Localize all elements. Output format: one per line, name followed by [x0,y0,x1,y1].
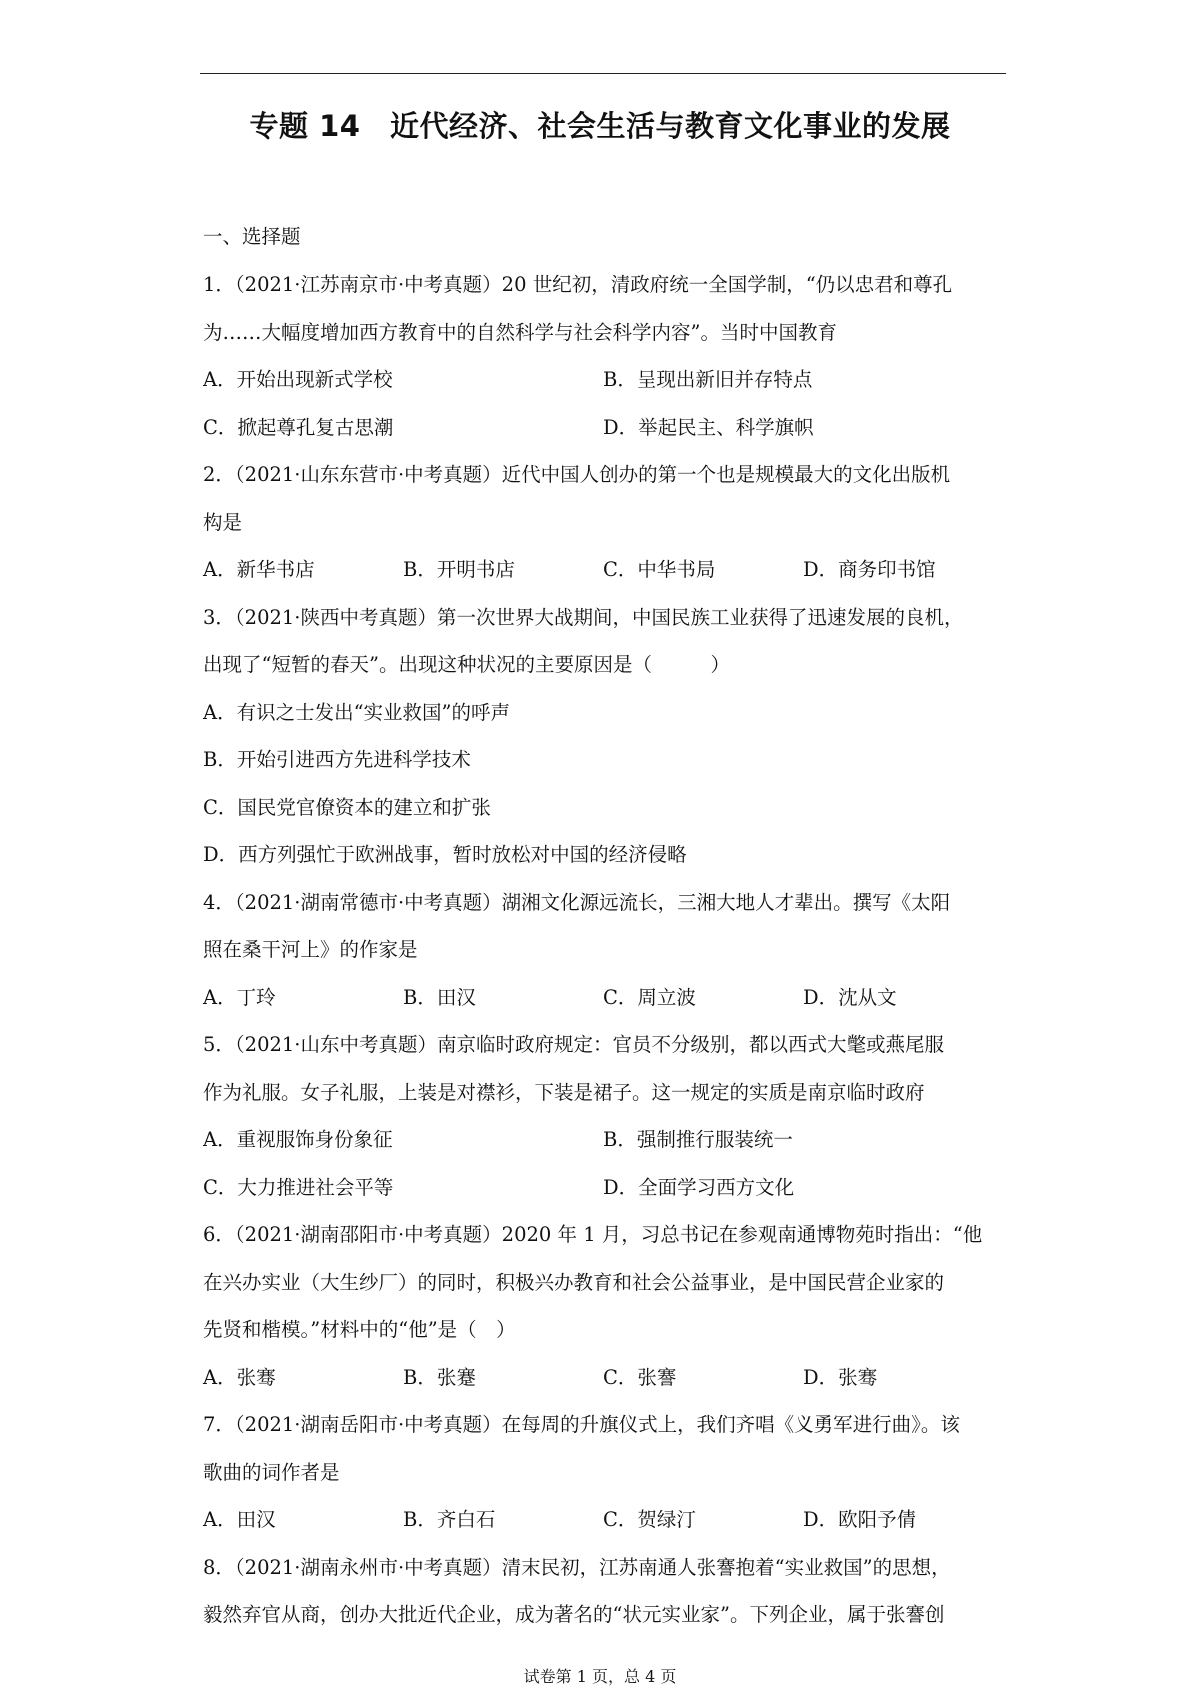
option-d: D．欧阳予倩 [803,1508,917,1531]
option-a: A．丁玲 [203,985,276,1009]
page-title: 专题 14 近代经济、社会生活与教育文化事业的发展 [249,109,951,143]
question-text: 毅然弃官从商，创办大批近代企业，成为著名的“状元实业家”。下列企业，属于张謇创 [203,1603,945,1626]
option-b: B．强制推行服装统一 [603,1128,793,1151]
option-a: A．开始出现新式学校 [203,368,393,391]
option-row [203,1164,1003,1212]
option-b: B．张蹇 [403,1365,476,1389]
option-row [203,404,1003,452]
question-text: 8．（2021·湖南永州市·中考真题）清末民初，江苏南通人张謇抱着“实业救国”的思想， [203,1555,951,1579]
option-c: C．掀起尊孔复古思潮 [203,415,394,439]
option-d: D．西方列强忙于欧洲战事，暂时放松对中国的经济侵略 [203,843,687,866]
option-b: B．田汉 [403,985,476,1009]
question-text: 6．（2021·湖南邵阳市·中考真题）2020 年 1 月，习总书记在参观南通博物苑时指出：“他 [203,1223,983,1246]
question-text: 4．（2021·湖南常德市·中考真题）湖湘文化源远流长，三湘大地人才辈出。撰写《太阳 [203,890,951,914]
option-row [203,1354,1003,1402]
option-row [203,1496,1003,1544]
question-1 [203,261,1003,451]
option-c: C．中华书局 [603,558,716,581]
option-d: D．沈从文 [803,985,897,1009]
question-4 [203,879,1003,1022]
option-row [203,546,1003,594]
option-c: C．贺绿汀 [603,1508,696,1531]
option-a: A．新华书店 [203,558,315,581]
question-text: 7．（2021·湖南岳阳市·中考真题）在每周的升旗仪式上，我们齐唱《义勇军进行曲》。该 [203,1413,960,1436]
option-d: D．张骞 [803,1365,878,1389]
header-rule [200,73,1006,74]
option-row [203,974,1003,1022]
option-a: A．有识之士发出“实业救国”的呼声 [203,700,511,724]
question-2 [203,451,1003,594]
option-row [203,356,1003,404]
option-a: A．张骞 [203,1365,276,1389]
option-b: B．呈现出新旧并存特点 [603,368,813,391]
section-heading: 一、选择题 [203,225,301,248]
option-d: D．商务印书馆 [803,558,936,581]
option-c: C．周立波 [603,985,696,1009]
option-row [203,1116,1003,1164]
question-text: 为……大幅度增加西方教育中的自然科学与社会科学内容”。当时中国教育 [203,320,837,344]
option-b: B．齐白石 [403,1508,496,1531]
question-text: 1．（2021·江苏南京市·中考真题）20 世纪初，清政府统一全国学制，“仍以忠君和尊孔 [203,273,953,296]
question-text: 构是 [203,510,243,534]
option-d: D．举起民主、科学旗帜 [603,415,814,439]
option-c: C．大力推进社会平等 [203,1175,394,1199]
question-7 [203,1401,1003,1544]
question-text: 作为礼服。女子礼服，上装是对襟衫，下装是裙子。这一规定的实质是南京临时政府 [203,1080,925,1104]
question-text: 出现了“短暂的春天”。出现这种状况的主要原因是（ ） [203,653,730,676]
option-b: B．开明书店 [403,558,515,581]
option-c: C．国民党官僚资本的建立和扩张 [203,795,491,819]
question-text: 照在桑干河上》的作家是 [203,938,418,961]
question-3 [203,594,1003,879]
question-text: 5．（2021·山东中考真题）南京临时政府规定：官员不分级别，都以西式大氅或燕尾服 [203,1033,944,1056]
option-a: A．田汉 [203,1508,276,1531]
option-d: D．全面学习西方文化 [603,1175,795,1199]
question-text: 先贤和楷模。”材料中的“他”是（ ） [203,1318,516,1341]
question-text: 歌曲的词作者是 [203,1460,340,1484]
option-c: C．张謇 [603,1365,677,1389]
document-body [203,220,1003,1639]
question-8 [203,1544,1003,1639]
page-footer: 试卷第 1 页，总 4 页 [523,1667,677,1686]
option-a: A．重视服饰身份象征 [203,1128,393,1151]
option-b: B．开始引进西方先进科学技术 [203,748,471,771]
question-text: 2．（2021·山东东营市·中考真题）近代中国人创办的第一个也是规模最大的文化出版机 [203,463,951,486]
question-text: 在兴办实业（大生纱厂）的同时，积极兴办教育和社会公益事业，是中国民营企业家的 [203,1270,945,1294]
question-text: 3．（2021·陕西中考真题）第一次世界大战期间，中国民族工业获得了迅速发展的良机， [203,605,964,629]
question-5 [203,1021,1003,1211]
question-6 [203,1211,1003,1401]
